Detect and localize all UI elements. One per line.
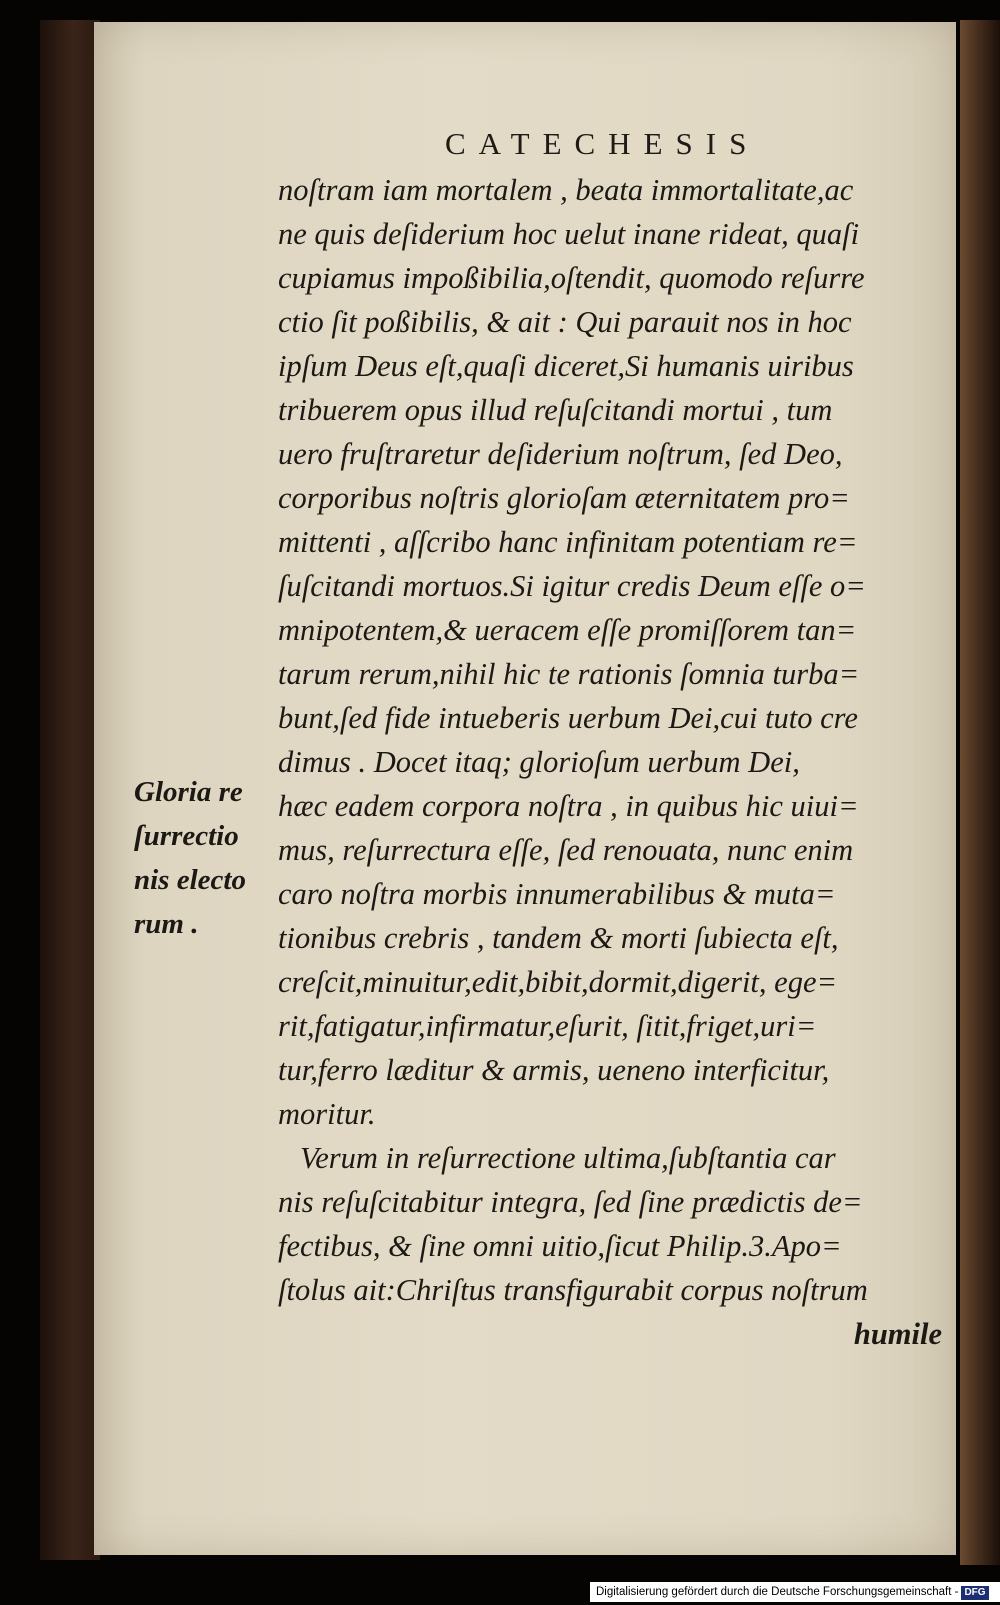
text-line: corporibus noſtris glorioſam æternitatem pro= (278, 481, 850, 515)
text-line: nis reſuſcitabitur integra, ſed ſine prædictis de= (278, 1185, 863, 1219)
text-line: ctio ſit poßibilis, & ait : Qui parauit nos in hoc (278, 305, 852, 339)
text-line: ipſum Deus eſt,quaſi diceret,Si humanis uiribus (278, 349, 854, 383)
text-line: caro noſtra morbis innumerabilibus & muta= (278, 877, 836, 911)
text-line: mittenti , aſſcribo hanc infinitam potentiam re= (278, 525, 858, 559)
marginal-note-line: ſurrectio (134, 820, 239, 852)
digitization-credit (590, 1582, 1000, 1602)
marginal-note-line: nis electo (134, 864, 246, 896)
text-line: creſcit,minuitur,edit,bibit,dormit,digerit, ege= (278, 965, 838, 999)
text-line: tarum rerum,nihil hic te rationis ſomnia turba= (278, 657, 860, 691)
marginal-note-line: Gloria re (134, 776, 243, 808)
dfg-logo: DFG (961, 1586, 988, 1600)
text-line: ſuſcitandi mortuos.Si igitur credis Deum eſſe o= (278, 569, 866, 603)
text-line: tur,ferro læditur & armis, ueneno interficitur, (278, 1053, 830, 1087)
marginal-note-line: rum . (134, 908, 199, 940)
text-line: mnipotentem,& ueracem eſſe promiſſorem tan= (278, 613, 857, 647)
text-line: tionibus crebris , tandem & morti ſubiecta eſt, (278, 921, 839, 955)
text-line: uero fruſtraretur deſiderium noſtrum, ſed Deo, (278, 437, 843, 471)
text-line: dimus . Docet itaq; glorioſum uerbum Dei, (278, 745, 800, 779)
text-line: bunt,ſed fide intueberis uerbum Dei,cui tuto cre (278, 701, 858, 735)
credit-text: Digitalisierung gefördert durch die Deutsche Forschungsgemeinschaft - (596, 1586, 959, 1598)
text-line: Verum in reſurrectione ultima,ſubſtantia car (300, 1141, 836, 1175)
text-line: ne quis deſiderium hoc uelut inane rideat, quaſi (278, 217, 860, 251)
text-line: noſtram iam mortalem , beata immortalitate,ac (278, 173, 854, 207)
text-line: moritur. (278, 1097, 376, 1131)
text-line: tribuerem opus illud reſuſcitandi mortui , tum (278, 393, 833, 427)
book-spine-edge (40, 20, 100, 1560)
text-line: cupiamus impoßibilia,oſtendit, quomodo reſurre (278, 261, 865, 295)
running-title: CATECHESIS (445, 126, 760, 161)
text-line: fectibus, & ſine omni uitio,ſicut Philip.3.Apo= (278, 1229, 842, 1263)
text-line: hæc eadem corpora noſtra , in quibus hic uiui= (278, 789, 859, 823)
main-text-block (278, 168, 968, 1356)
text-line: rit,fatigatur,infirmatur,eſurit, ſitit,friget,uri= (278, 1009, 817, 1043)
text-line: mus, reſurrectura eſſe, ſed renouata, nunc enim (278, 833, 854, 867)
text-line: ſtolus ait:Chriſtus transfigurabit corpus noſtrum (278, 1273, 868, 1307)
marginal-note (134, 770, 274, 946)
catchword: humile (853, 1317, 942, 1351)
